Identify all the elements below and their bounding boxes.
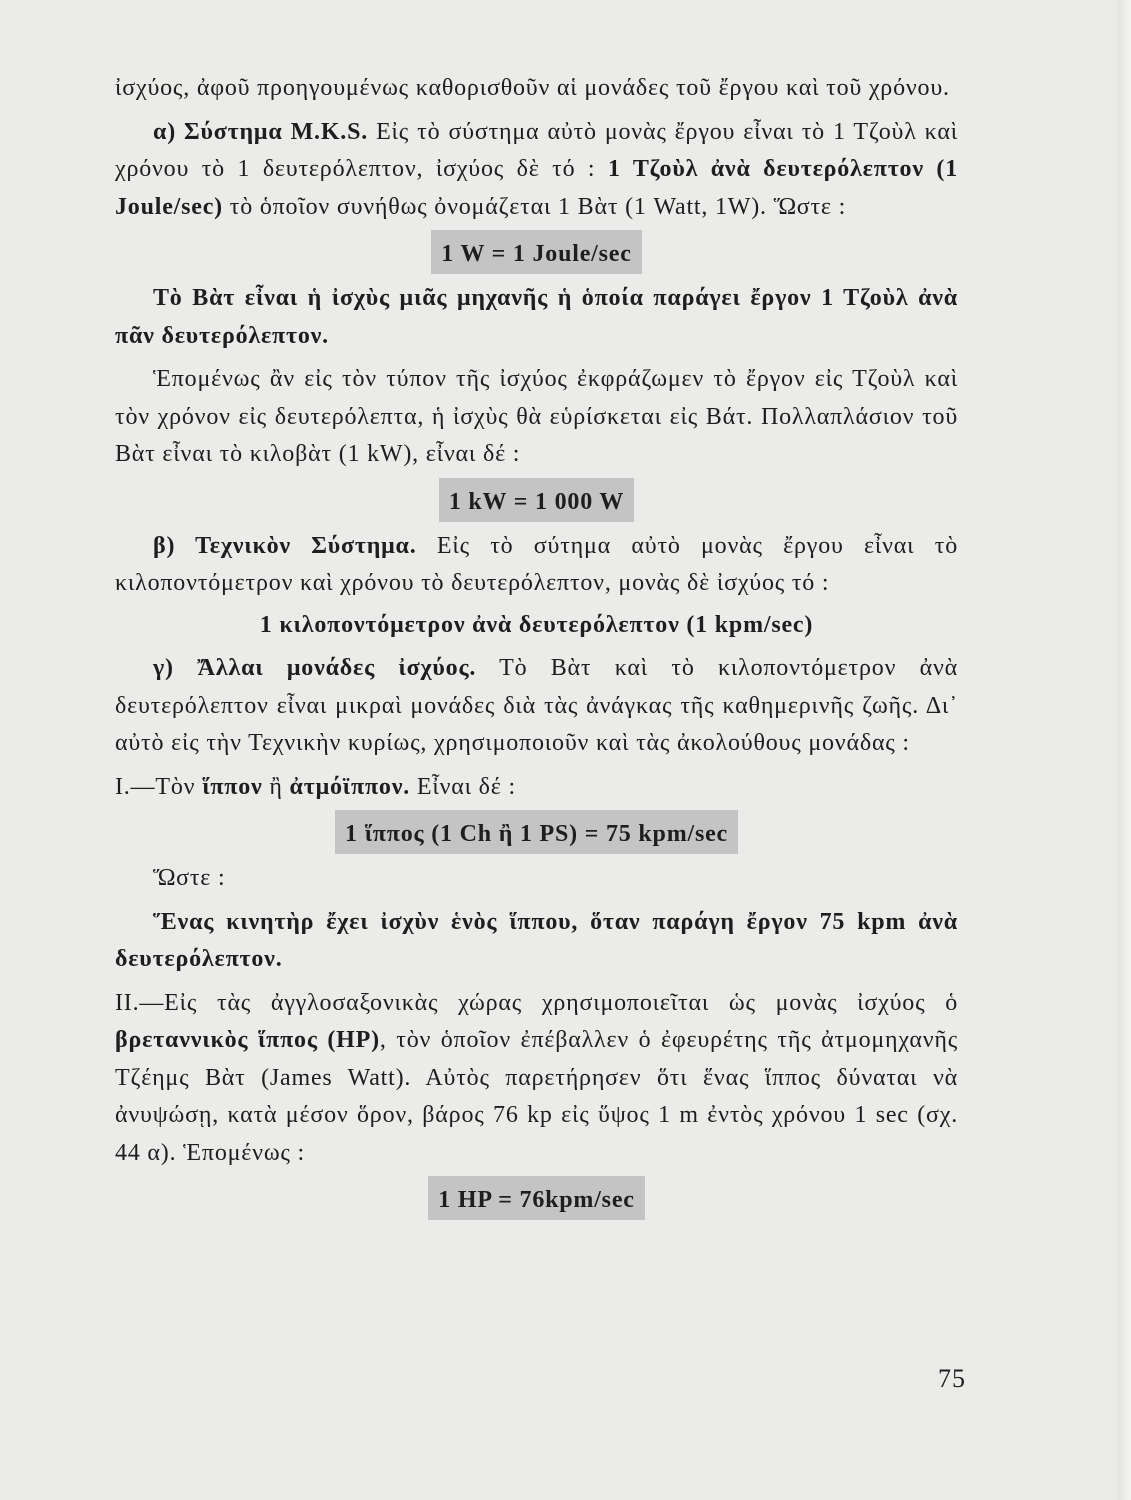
formula-kilowatt: 1 kW = 1 000 W <box>439 478 634 522</box>
formula-hp: 1 HP = 76kpm/sec <box>428 1176 644 1220</box>
heading-other-units: γ) Ἄλλαι μονάδες ἰσχύος. <box>153 655 477 681</box>
formula-watt: 1 W = 1 Joule/sec <box>431 230 641 274</box>
mks-text-1: Εἰς τὸ σύστημα αὐτὸ μονὰς ἔργου εἶναι τὸ 1 Τζοὺλ καὶ χρόνου τὸ 1 δευτερόλεπτον, ἰσχύος δὲ τό : <box>115 118 958 182</box>
mks-bold-unit: 1 Τζοὺλ ἀνὰ δευτερόλεπτον (1 Joule/sec) <box>115 156 959 220</box>
formula-horse: 1 ἵππος (1 Ch ἢ 1 PS) = 75 kpm/sec <box>335 810 738 854</box>
paragraph-kilowatt: Ἑπομένως ἂν εἰς τὸν τύπον τῆς ἰσχύος ἐκφράζωμεν τὸ ἔργον εἰς Τζοὺλ καὶ τὸν χρόνον εἰς δευτερόλεπτα, ἡ ἰσχὺς θὰ εὑρίσκεται εἰς Βάτ. Πολλαπλάσιον τοῦ Βὰτ εἶναι τὸ κιλοβὰτ (1 kW), εἶναι δέ : <box>115 366 958 467</box>
other-units-text: Τὸ Βὰτ καὶ τὸ κιλοποντόμετρον ἀνὰ δευτερόλεπτον εἶναι μικραὶ μονάδες διὰ τὰς ἀνάγκας τῆς καθημερινῆς ζωῆς. Δι᾽ αὐτὸ εἰς τὴν Τεχνικὴν κυρίως, χρησιμοποιοῦν καὶ τὰς ἀκολούθους μονάδας : <box>115 655 958 756</box>
heading-technical-system: β) Τεχνικὸν Σύστημα. <box>153 532 417 559</box>
steam-horse-term: ἀτμόϊππον. <box>289 773 411 800</box>
book-spine-edge <box>1117 0 1131 1500</box>
technical-system-text: Εἰς τὸ σύτημα αὐτὸ μονὰς ἔργου εἶναι τὸ κιλοποντόμετρον καὶ χρόνου τὸ δευτερόλεπτον, μονὰς δὲ ἰσχύος τό : <box>115 532 958 596</box>
horse-suffix: Εἶναι δέ : <box>410 773 516 800</box>
formula-kpm: 1 κιλοποντόμετρον ἀνὰ δευτερόλεπτον (1 kpm/sec) <box>259 611 814 638</box>
british-text: , τὸν ὁποῖον ἐπέβαλλεν ὁ ἐφευρέτης τῆς ἀτμομηχανῆς Τζέημς Βὰτ (James Watt). Αὐτὸς παρετήρησεν ὅτι ἕνας ἵππος δύναται νὰ ἀνυψώσῃ, κατὰ μέσον ὅρον, βάρος 76 kp εἰς ὕψος 1 m ἐντὸς χρόνου 1 sec (σχ. 44 α). Ἑπομένως : <box>115 1027 959 1166</box>
item-horse <box>115 769 958 807</box>
engine-definition-text: Ἕνας κινητὴρ ἔχει ἰσχὺν ἑνὸς ἵππου, ὅταν παράγη ἔργον 75 kpm ἀνὰ δευτερόλεπτον. <box>115 908 958 972</box>
formula-watt-row <box>115 230 958 274</box>
item-british-horse <box>115 985 958 1173</box>
formula-hp-row <box>115 1176 958 1220</box>
british-prefix: II.—Εἰς τὰς ἀγγλοσαξονικὰς χώρας χρησιμοποιεῖται ὡς μονὰς ἰσχύος ὁ <box>115 989 958 1016</box>
formula-kilowatt-row <box>115 478 958 522</box>
oste-label: Ὥστε : <box>153 865 226 891</box>
heading-mks-system: α) Σύστημα M.K.S. <box>153 118 369 145</box>
paragraph-mks <box>115 114 958 227</box>
horse-or: ἢ <box>262 773 290 800</box>
paragraph-other-units <box>115 650 958 763</box>
page-number: 75 <box>938 1364 966 1393</box>
watt-definition-text: Τὸ Βὰτ εἶναι ἡ ἰσχὺς μιᾶς μηχανῆς ἡ ὁποία παράγει ἔργον 1 Τζοὺλ ἀνὰ πᾶν δευτερόλεπτον. <box>115 285 958 349</box>
watt-definition <box>115 280 958 355</box>
engine-definition <box>115 904 958 979</box>
mks-text-2: τὸ ὁποῖον συνήθως ὀνομάζεται 1 Βὰτ (1 Watt, 1W). Ὥστε : <box>222 193 847 220</box>
horse-prefix: I.—Τὸν <box>115 773 203 800</box>
british-horse-term: βρεταννικὸς ἵππος (HP) <box>115 1027 380 1053</box>
paragraph-intro: ἰσχύος, ἀφοῦ προηγουμένως καθορισθοῦν αἱ μονάδες τοῦ ἔργου καὶ τοῦ χρόνου. <box>115 75 950 101</box>
horse-term: ἵππον <box>202 773 263 800</box>
page-body <box>115 70 958 1226</box>
formula-horse-row <box>115 810 958 854</box>
paragraph-technical-system <box>115 528 958 603</box>
